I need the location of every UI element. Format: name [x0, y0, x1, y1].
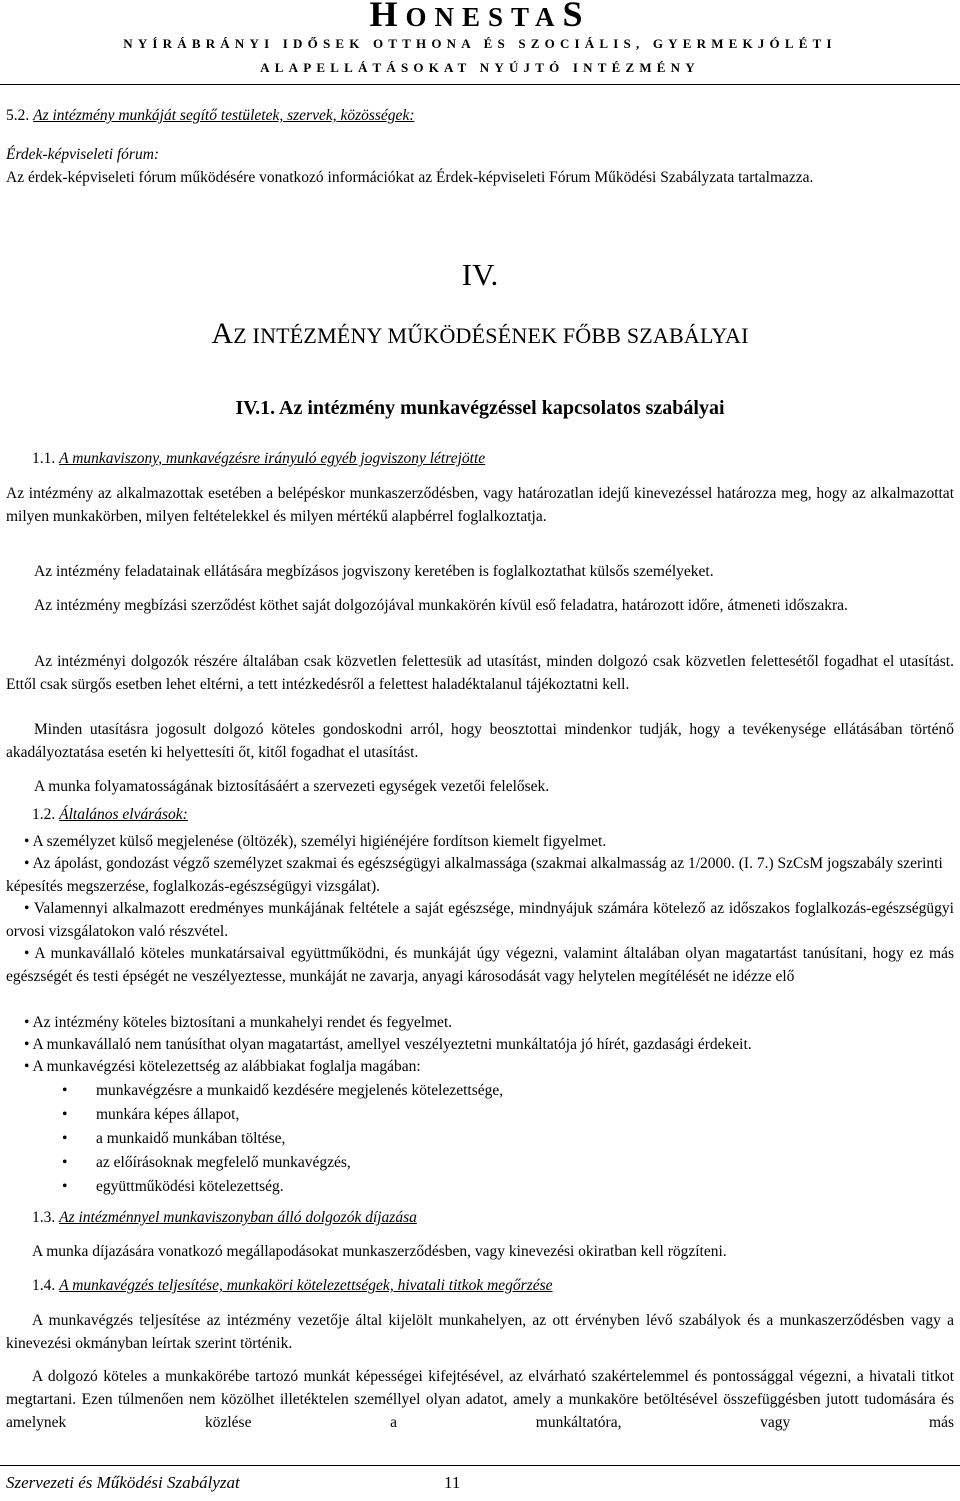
forum-paragraph: Az érdek-képviseleti fórum működésére vonatkozó információkat az Érdek-képviseleti Fórum Működési Szabályzata tartalmazza.	[6, 169, 814, 186]
footer-page-number: 11	[444, 1473, 461, 1492]
header-institution-line-1: NYÍRÁBRÁNYI IDŐSEK OTTHONA ÉS SZOCIÁLIS, GYERMEKJÓLÉTI	[123, 36, 837, 51]
section-iv-1-title: IV.1. Az intézmény munkavégzéssel kapcsolatos szabályai	[235, 397, 725, 419]
s1-1-paragraph-1: Az intézmény az alkalmazottak esetében a belépéskor munkaszerződésben, vagy határozatlan idejű kinevezéssel határozza meg, hogy az alkalmazottat milyen munkakörben, milyen feltételekkel és milyen mértékű alapbérrel foglalkoztatja.	[6, 485, 954, 525]
s1-2-bullet-7: • A munkavégzési kötelezettség az alábbiakat foglalja magában:	[24, 1058, 421, 1075]
section-5-2-heading: 5.2. Az intézmény munkáját segítő testületek, szervek, közösségek:	[6, 107, 415, 124]
s1-4-paragraph-1: A munkavégzés teljesítése az intézmény vezetője által kijelölt munkahelyen, az ott érvényben lévő szabályok és a munkaszerződésben vagy a kinevezési okmányban leírtak szerint történik.	[6, 1312, 954, 1352]
s1-2-bullet-6: • A munkavállaló nem tanúsíthat olyan magatartást, amellyel veszélyeztetni munkáltatója jó hírét, gazdasági érdekeit.	[24, 1036, 752, 1053]
chapter-title: AZ INTÉZMÉNY MŰKÖDÉSÉNEK FŐBB SZABÁLYAI	[211, 317, 749, 350]
document-page: HONESTAS NYÍRÁBRÁNYI IDŐSEK OTTHONA ÉS SZOCIÁLIS, GYERMEKJÓLÉTI ALAPELLÁTÁSOKAT NYÚJTÓ INTÉZMÉNY 5.2. Az intézmény munkáját segítő testületek, szervek, közösségek: Érdek-képviseleti fórum: Az érdek-képviseleti fórum működésére vonatkozó információkat az Érdek-képviseleti Fórum Működési Szabályzata tartalmazza. IV. AZ INTÉZMÉNY MŰKÖDÉSÉNEK FŐBB SZABÁLYAI IV.1. Az intézmény munkavégzéssel kapcsolatos szabályai 1.1. A munkaviszony, munkavégzésre irányuló egyéb jogviszony létrejötte Az intézmény az alkalmazottak esetében a belépéskor munkaszerződésben, vagy határozatlan idejű kinevezéssel határozza meg, hogy az alkalmazottat milyen munkakörben, milyen feltételekkel és milyen mértékű alapbérrel foglalkoztatja. Az intézmény feladatainak ellátására megbízásos jogviszony keretében is foglalkoztathat külsős személyeket. Az intézmény megbízási szerződést köthet saját dolgozójával munkakörén kívül eső feladatra, határozott időre, átmeneti időszakra. Az intézményi dolgozók részére általában csak közvetlen felettesük ad utasítást, minden dolgozó csak közvetlen felettesétől fogadhat el utasítást. Ettől csak sürgős esetben lehet eltérni, a tett intézkedésről a felettest haladéktalanul tájékoztatni kell. Minden utasításra jogosult dolgozó köteles gondoskodni arról, hogy beosztottai mindenkor tudják, hogy a tevékenysége ellátásában történő akadályoztatása esetén ki helyettesíti őt, kitől fogadhat el utasítást. A munka folyamatosságának biztosításáért a szervezeti egységek vezetői felelősek. 1.2. Általános elvárások: • A személyzet külső megjelenése (öltözék), személyi higiénéjére fordítson kiemelt figyelmet. • Az ápolást, gondozást végző személyzet szakmai és egészségügyi alkalmassága (szakmai alkalmasság az 1/2000. (I. 7.) SzCsM jogszabály szerinti képesítés megszerzése, foglalkozás-egészségügyi vizsgálat). • Valamennyi alkalmazott eredményes munkájának feltétele a saját egészsége, mindnyájuk számára kötelező az időszakos foglalkozás-egészségügyi orvosi vizsgálatokon való részvétel. • A munkavállaló köteles munkatársaival együttműködni, és munkáját úgy végezni, valamint általában olyan magatartást tanúsítani, hogy ez más egészségét és testi épségét ne veszélyeztesse, munkáját ne zavarja, anyagi károsodását vagy helytelen megítélését ne idézze elő • Az intézmény köteles biztosítani a munkahelyi rendet és fegyelmet. • A munkavállaló nem tanúsíthat olyan magatartást, amellyel veszélyeztetni munkáltatója jó hírét, gazdasági érdekeit. • A munkavégzési kötelezettség az alábbiakat foglalja magában: • munkavégzésre a munkaidő kezdésére megjelenés kötelezettsége, • munkára képes állapot, • a munkaidő munkában töltése, • az előírásoknak megfelelő munkavégzés, • együttműködési kötelezettség. 1.3. Az intézménnyel munkaviszonyban álló dolgozók díjazása A munka díjazására vonatkozó megállapodásokat munkaszerződésben, vagy kinevezési okiratban kell rögzíteni. 1.4. A munkavégzés teljesítése, munkaköri kötelezettségek, hivatali titkok megőrzése A munkavégzés teljesítése az intézmény vezetője által kijelölt munkahelyen, az ott érvényben lévő szabályok és a munkaszerződésben vagy a kinevezési okmányban leírtak szerint történik. A dolgozó köteles a munkakörébe tartozó munkát képességei kifejtésével, az elvárható szakértelemmel és pontossággal végezni, a hivatali titkot megtartani. Ezen túlmenően nem közölhet illetéktelen személlyel olyan adatot, amely a munkaköre betöltésével összefüggésben jutott tudomására és amelynek közlése a munkáltatóra, vagy más Szervezeti és Működési Szabályzat 11	[0, 0, 960, 1501]
s1-1-paragraph-6: A munka folyamatosságának biztosításáért a szervezeti egységek vezetői felelősek.	[34, 778, 550, 795]
s1-4-heading: 1.4. A munkavégzés teljesítése, munkaköri kötelezettségek, hivatali titkok megőrzése	[32, 1277, 553, 1294]
s1-2-bullet-5: • Az intézmény köteles biztosítani a munkahelyi rendet és fegyelmet.	[24, 1014, 453, 1031]
s1-1-paragraph-2: Az intézmény feladatainak ellátására megbízásos jogviszony keretében is foglalkoztathat külsős személyeket.	[34, 563, 714, 580]
s1-2-bullet-2: • Az ápolást, gondozást végző személyzet szakmai és egészségügyi alkalmassága (szakmai alkalmasság az 1/2000. (I. 7.) SzCsM jogszabály szerinti képesítés megszerzése, foglalkozás-egészségügyi vizsgálat).	[6, 855, 943, 895]
footer-divider	[0, 1465, 960, 1466]
forum-label: Érdek-képviseleti fórum:	[6, 146, 160, 163]
s1-1-heading: 1.1. A munkaviszony, munkavégzésre irányuló egyéb jogviszony létrejötte	[32, 450, 486, 467]
s1-2-bullet-1: • A személyzet külső megjelenése (öltözék), személyi higiénéjére fordítson kiemelt figyelmet.	[24, 833, 607, 850]
s1-2-heading: 1.2. Általános elvárások:	[32, 806, 188, 823]
s1-2-bullet-4: • A munkavállaló köteles munkatársaival együttműködni, és munkáját úgy végezni, valamint általában olyan magatartást tanúsítani, hogy ez más egészségét és testi épségét ne veszélyeztesse, munkáját ne zavarja, anyagi károsodását vagy helytelen megítélését ne idézze elő	[6, 945, 954, 985]
s1-3-paragraph-1: A munka díjazására vonatkozó megállapodásokat munkaszerződésben, vagy kinevezési okiratban kell rögzíteni.	[32, 1243, 727, 1260]
s1-2-bullet-3: • Valamennyi alkalmazott eredményes munkájának feltétele a saját egészsége, mindnyájuk számára kötelező az időszakos foglalkozás-egészségügyi orvosi vizsgálatokon való részvétel.	[6, 900, 954, 940]
s1-1-paragraph-4: Az intézményi dolgozók részére általában csak közvetlen felettesük ad utasítást, minden dolgozó csak közvetlen felettesétől fogadhat el utasítást. Ettől csak sürgős esetben lehet eltérni, a tett intézkedésről a felettest haladéktalanul tájékoztatni kell.	[6, 653, 954, 693]
s1-1-paragraph-3: Az intézmény megbízási szerződést köthet saját dolgozójával munkakörén kívül eső feladatra, határozott időre, átmeneti időszakra.	[34, 597, 848, 614]
chapter-number: IV.	[461, 257, 499, 292]
s1-1-paragraph-5: Minden utasításra jogosult dolgozó köteles gondoskodni arról, hogy beosztottai mindenkor tudják, hogy a tevékenysége ellátásában történő akadályoztatása esetén ki helyettesíti őt, kitől fogadhat el utasítást.	[6, 721, 954, 761]
s1-3-heading: 1.3. Az intézménnyel munkaviszonyban álló dolgozók díjazása	[32, 1209, 417, 1226]
footer-document-title: Szervezeti és Működési Szabályzat	[6, 1473, 240, 1492]
s1-4-paragraph-2: A dolgozó köteles a munkakörébe tartozó munkát képességei kifejtésével, az elvárható szakértelemmel és pontossággal végezni, a hivatali titkot megtartani. Ezen túlmenően nem közölhet illetéktelen személlyel olyan adatot, amely a munkaköre betöltésével összefüggésben jutott tudomására és amelynek közlése a munkáltatóra, vagy más	[6, 1368, 954, 1431]
header-divider	[0, 84, 960, 85]
honestas-logo: HONESTAS	[369, 0, 591, 34]
header-institution-line-2: ALAPELLÁTÁSOKAT NYÚJTÓ INTÉZMÉNY	[260, 60, 700, 75]
